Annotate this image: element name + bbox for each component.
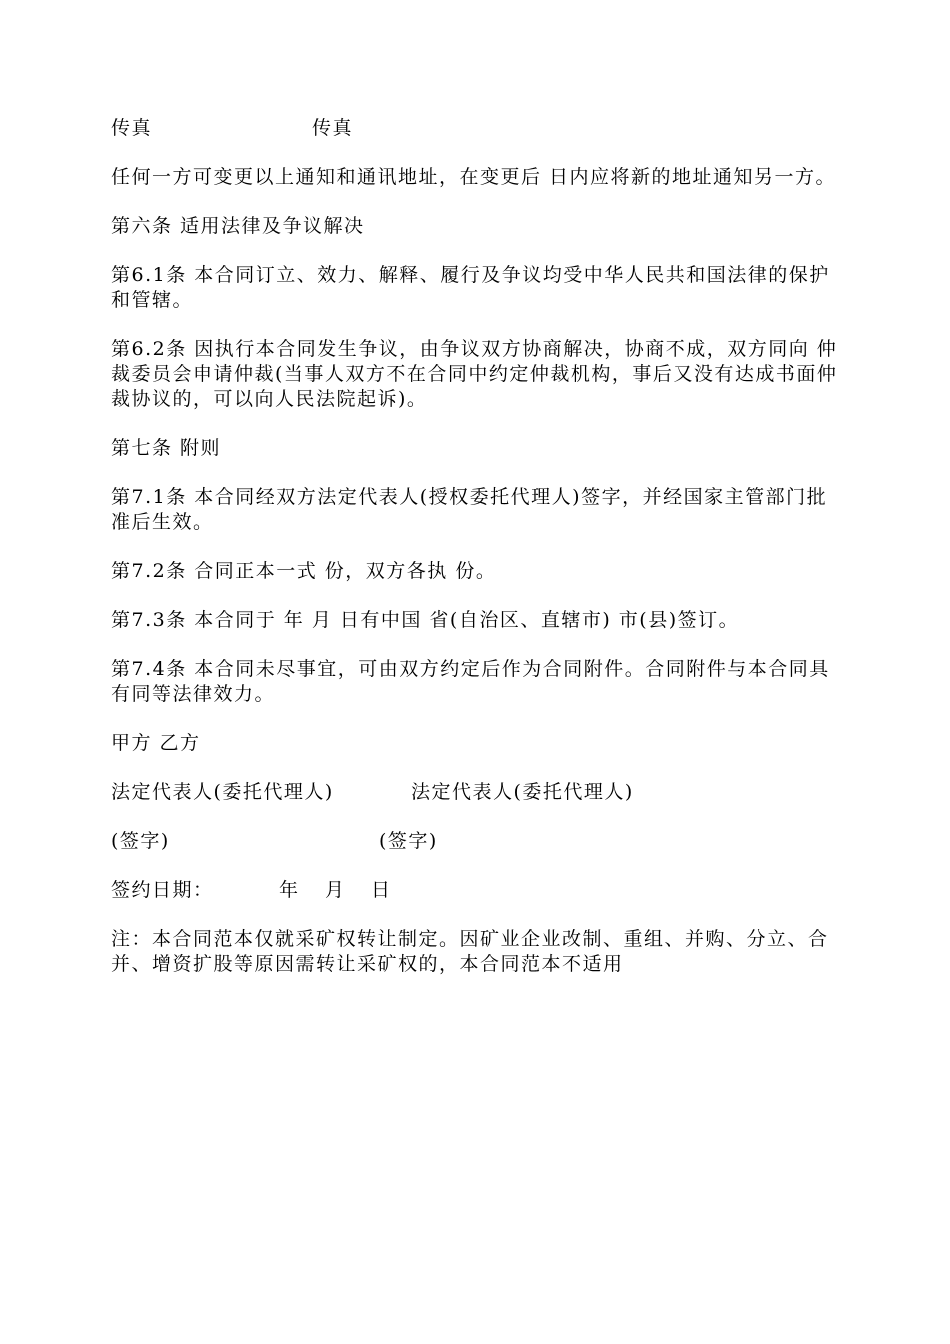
signing-date-year: 年 bbox=[279, 879, 300, 901]
signing-date-month: 月 bbox=[325, 879, 346, 901]
article-6-2: 第6.2条 因执行本合同发生争议，由争议双方协商解决，协商不成，双方同向 仲裁委员会申请仲裁(当事人双方不在合同中约定仲裁机构，事后又没有达成书面仲裁协议的，可以向人民法院起诉)。 bbox=[111, 338, 838, 410]
signing-date-day: 日 bbox=[371, 879, 392, 901]
notice-change-paragraph: 任何一方可变更以上通知和通讯地址，在变更后 日内应将新的地址通知另一方。 bbox=[111, 166, 837, 188]
parties-line: 甲方 乙方 bbox=[111, 732, 201, 754]
document-page bbox=[111, 116, 841, 1001]
article-6-1: 第6.1条 本合同订立、效力、解释、履行及争议均受中华人民共和国法律的保护和管辖。 bbox=[111, 264, 830, 311]
applicability-note: 注：本合同范本仅就采矿权转让制定。因矿业企业改制、重组、并购、分立、合并、增资扩股等原因需转让采矿权的，本合同范本不适用 bbox=[111, 928, 829, 975]
party-b-signature: (签字) bbox=[379, 830, 438, 852]
party-b-fax-label: 传真 bbox=[312, 117, 354, 139]
party-a-signature: (签字) bbox=[111, 830, 170, 852]
article-7-4: 第7.4条 本合同未尽事宜，可由双方约定后作为合同附件。合同附件与本合同具有同等法律效力。 bbox=[111, 658, 830, 705]
party-b-representative: 法定代表人(委托代理人) bbox=[411, 781, 634, 803]
signing-date-label: 签约日期： bbox=[111, 879, 214, 901]
article-6-title: 第六条 适用法律及争议解决 bbox=[111, 215, 365, 237]
fax-row bbox=[111, 116, 841, 141]
signature-row bbox=[111, 829, 841, 854]
article-7-1: 第7.1条 本合同经双方法定代表人(授权委托代理人)签字，并经国家主管部门批准后生效。 bbox=[111, 486, 828, 533]
article-7-2: 第7.2条 合同正本一式 份，双方各执 份。 bbox=[111, 560, 497, 582]
representative-row bbox=[111, 780, 841, 805]
article-7-title: 第七条 附则 bbox=[111, 437, 222, 459]
signing-date-row bbox=[111, 878, 841, 903]
article-7-3: 第7.3条 本合同于 年 月 日有中国 省(自治区、直辖市) 市(县)签订。 bbox=[111, 609, 740, 631]
party-a-fax-label: 传真 bbox=[111, 117, 153, 139]
party-a-representative: 法定代表人(委托代理人) bbox=[111, 781, 334, 803]
